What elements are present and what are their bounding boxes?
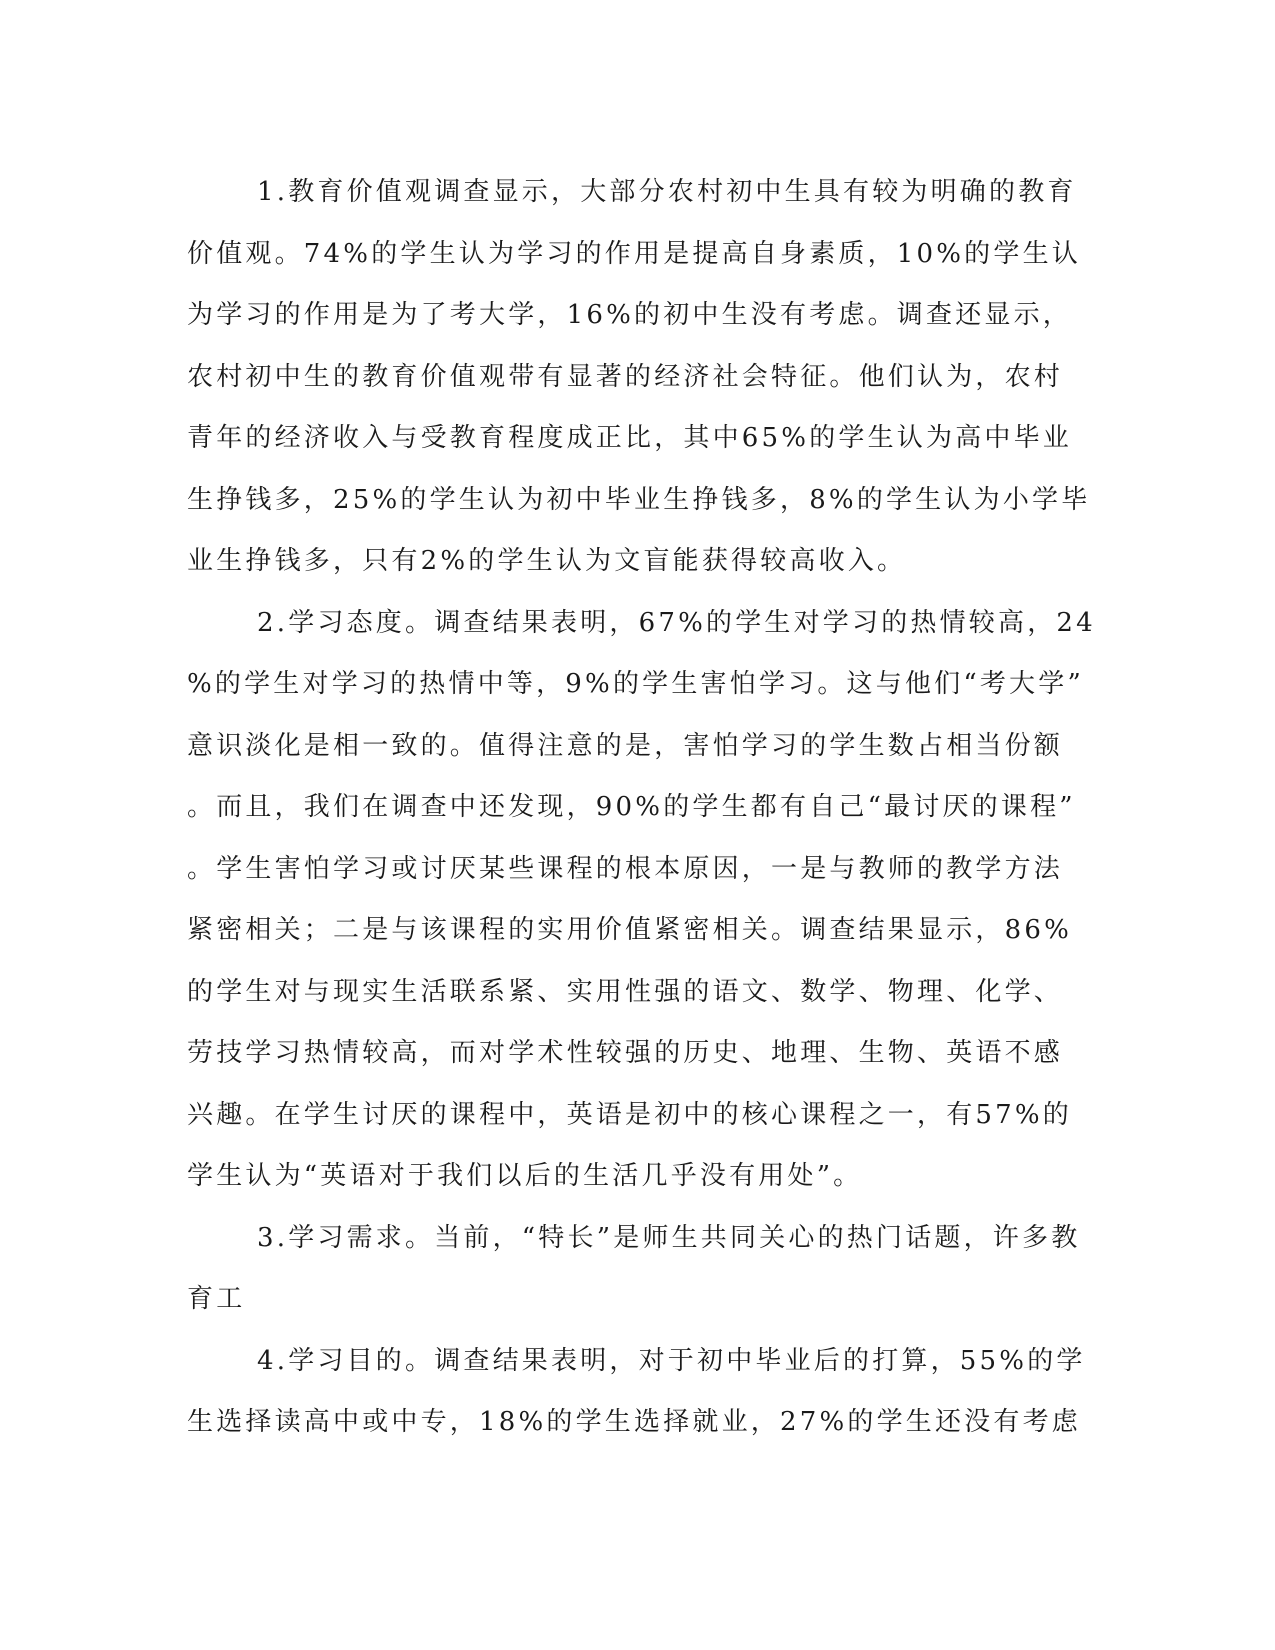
paragraph-line: 青年的经济收入与受教育程度成正比，其中65%的学生认为高中毕业 — [187, 423, 1072, 453]
paragraph-2 — [187, 593, 1096, 1208]
paragraph-line: 意识淡化是相一致的。值得注意的是，害怕学习的学生数占相当份额 — [187, 730, 1064, 761]
body-text — [187, 162, 1096, 1454]
paragraph-line: 。而且，我们在调查中还发现，90%的学生都有自己“最讨厌的课程” — [187, 792, 1076, 822]
paragraph-line: 育工 — [187, 1284, 246, 1314]
paragraph-line: %的学生对学习的热情中等，9%的学生害怕学习。这与他们“考大学” — [187, 669, 1084, 699]
paragraph-line: 。学生害怕学习或讨厌某些课程的根本原因，一是与教师的教学方法 — [187, 853, 1064, 884]
paragraph-line: 的学生对与现实生活联系紧、实用性强的语文、数学、物理、化学、 — [187, 976, 1064, 1007]
paragraph-line: 为学习的作用是为了考大学，16%的初中生没有考虑。调查还显示， — [187, 300, 1072, 330]
paragraph-line: 2.学习态度。调查结果表明，67%的学生对学习的热情较高，24 — [257, 607, 1096, 638]
paragraph-line: 价值观。74%的学生认为学习的作用是提高自身素质，10%的学生认 — [187, 238, 1081, 269]
paragraph-line: 兴趣。在学生讨厌的课程中，英语是初中的核心课程之一，有57%的 — [187, 1099, 1072, 1130]
paragraph-line: 4.学习目的。调查结果表明，对于初中毕业后的打算，55%的学 — [257, 1345, 1086, 1376]
paragraph-line: 紧密相关；二是与该课程的实用价值紧密相关。调查结果显示，86% — [187, 915, 1072, 945]
paragraph-4 — [187, 1331, 1086, 1454]
paragraph-1 — [187, 162, 1091, 593]
paragraph-line: 生选择读高中或中专，18%的学生选择就业，27%的学生还没有考虑 — [187, 1407, 1081, 1437]
paragraph-line: 农村初中生的教育价值观带有显著的经济社会特征。他们认为，农村 — [187, 361, 1064, 392]
paragraph-line: 1.教育价值观调查显示，大部分农村初中生具有较为明确的教育 — [257, 177, 1077, 207]
paragraph-line: 生挣钱多，25%的学生认为初中毕业生挣钱多，8%的学生认为小学毕 — [187, 484, 1091, 515]
paragraph-line: 劳技学习热情较高，而对学术性较强的历史、地理、生物、英语不感 — [187, 1038, 1064, 1068]
paragraph-line: 业生挣钱多，只有2%的学生认为文盲能获得较高收入。 — [187, 546, 907, 576]
paragraph-3 — [187, 1208, 1081, 1331]
paragraph-line: 学生认为“英语对于我们以后的生活几乎没有用处”。 — [187, 1161, 863, 1191]
paragraph-line: 3.学习需求。当前，“特长”是师生共同关心的热门话题，许多教 — [257, 1222, 1081, 1253]
